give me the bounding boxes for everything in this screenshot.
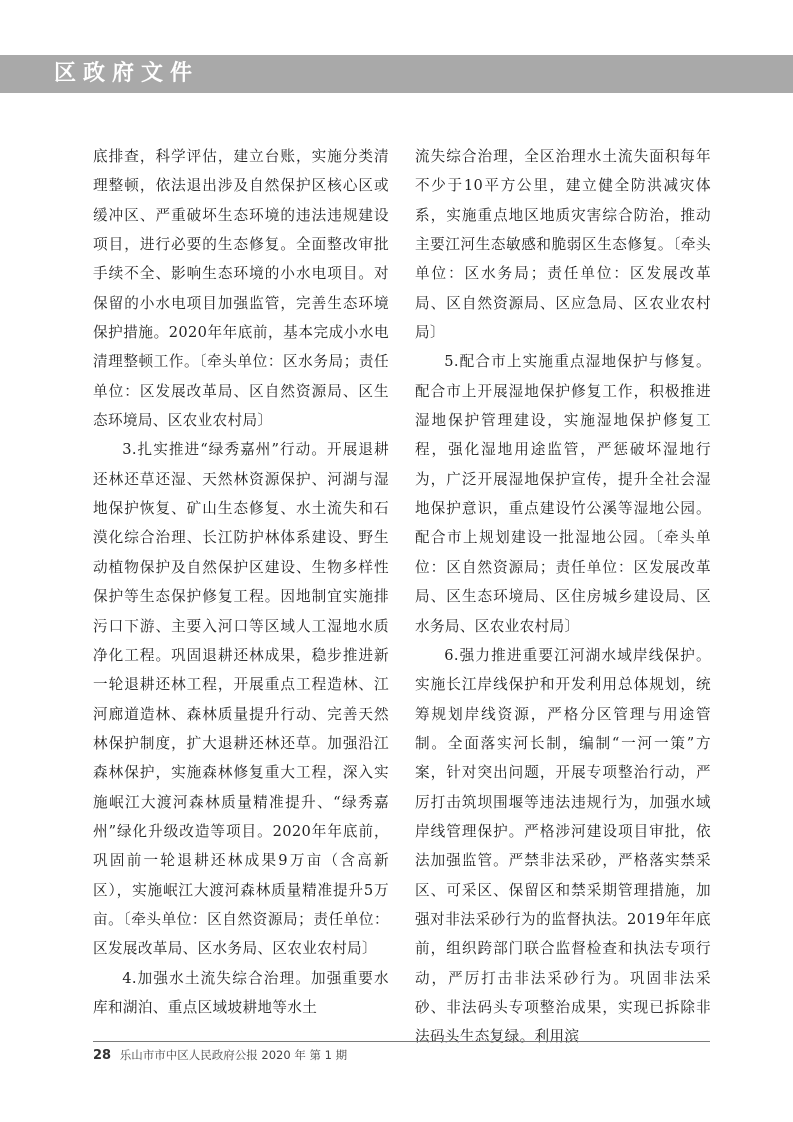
publication-title: 乐山市市中区人民政府公报 2020 年 第 1 期 [119, 1048, 348, 1062]
right-column [415, 142, 711, 1052]
paragraph: 3.扎实推进“绿秀嘉州”行动。开展退耕还林还草还湿、天然林资源保护、河湖与湿地保护恢复、矿山生态修复、水土流失和石漠化综合治理、长江防护林体系建设、野生动植物保护及自然保护区建设、生物多样性保护等生态保护修复工程。因地制宜实施排污口下游、主要入河口等区域人工湿地水质净化工程。巩固退耕还林成果，稳步推进新一轮退耕还林工程，开展重点工程造林、江河廊道造林、森林质量提升行动、完善天然林保护制度，扩大退耕还林还草。加强沿江森林保护，实施森林修复重大工程，深入实施岷江大渡河森林质量精准提升、“绿秀嘉州”绿化升级改造等项目。2020年年底前，巩固前一轮退耕还林成果9万亩（含高新区），实施岷江大渡河森林质量精准提升5万亩。〔牵头单位：区自然资源局；责任单位：区发展改革局、区水务局、区农业农村局〕 [93, 441, 389, 958]
paragraph: 流失综合治理，全区治理水土流失面积每年不少于10平方公里，建立健全防洪减灾体系，实施重点地区地质灾害综合防治，推动主要江河生态敏感和脆弱区生态修复。〔牵头单位：区水务局；责任单位：区发展改革局、区自然资源局、区应急局、区农业农村局〕 [415, 148, 711, 342]
left-column [93, 142, 389, 1022]
section-header-band [0, 55, 793, 93]
paragraph: 4.加强水土流失综合治理。加强重要水库和湖泊、重点区域坡耕地等水土 [93, 969, 389, 1016]
footer-divider [93, 1041, 710, 1042]
section-title: 区政府文件 [54, 61, 200, 86]
page-footer [93, 1047, 347, 1064]
paragraph: 底排查，科学评估，建立台账，实施分类清理整顿，依法退出涉及自然保护区核心区或缓冲区、严重破坏生态环境的违法违规建设项目，进行必要的生态修复。全面整改审批手续不全、影响生态环境的小水电项目。对保留的小水电项目加强监管，完善生态环境保护措施。2020年年底前，基本完成小水电清理整顿工作。〔牵头单位：区水务局；责任单位：区发展改革局、区自然资源局、区生态环境局、区农业农村局〕 [93, 148, 389, 430]
page-number: 28 [93, 1048, 112, 1063]
paragraph: 5.配合市上实施重点湿地保护与修复。配合市上开展湿地保护修复工作，积极推进湿地保护管理建设，实施湿地保护修复工程，强化湿地用途监管，严惩破坏湿地行为，广泛开展湿地保护宣传，提升全社会湿地保护意识，重点建设竹公溪等湿地公园。配合市上规划建设一批湿地公园。〔牵头单位：区自然资源局；责任单位：区发展改革局、区生态环境局、区住房城乡建设局、区水务局、区农业农村局〕 [415, 353, 711, 635]
paragraph: 6.强力推进重要江河湖水域岸线保护。实施长江岸线保护和开发利用总体规划，统筹规划岸线资源，严格分区管理与用途管制。全面落实河长制，编制“一河一策”方案，针对突出问题，开展专项整治行动，严厉打击筑坝围堰等违法违规行为，加强水域岸线管理保护。严格涉河建设项目审批，依法加强监管。严禁非法采砂，严格落实禁采区、可采区、保留区和禁采期管理措施，加强对非法采砂行为的监督执法。2019年年底前，组织跨部门联合监督检查和执法专项行动，严厉打击非法采砂行为。巩固非法采砂、非法码头专项整治成果，实现已拆除非法码头生态复绿。利用滨 [415, 646, 711, 1046]
